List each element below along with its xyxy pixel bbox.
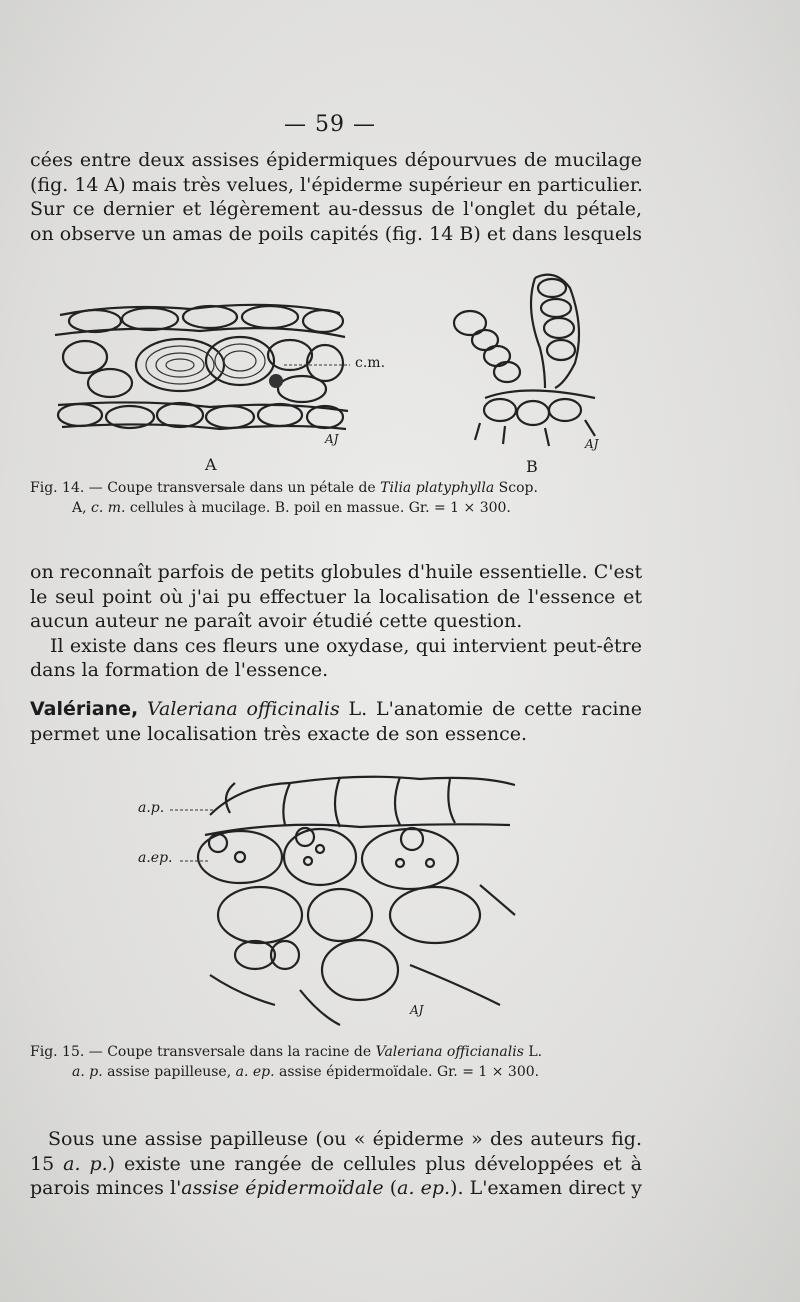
text-line: le seul point où j'ai pu effectuer la localisation de l'essence et xyxy=(30,585,642,608)
caption-part: assise papilleuse, xyxy=(102,1064,236,1080)
text-line: permet une localisation très exacte de son essence. xyxy=(30,722,527,745)
species-name: Valeriana officinalis xyxy=(147,698,340,720)
figure-14a-drawing xyxy=(40,295,370,445)
text-line: Sur ce dernier et légèrement au-dessus de l'onglet du pétale, xyxy=(30,198,642,220)
caption-abbrev: a. p. xyxy=(72,1064,103,1080)
caption-suffix: Scop. xyxy=(494,480,538,496)
text-line: on reconnaît parfois de petits globules d'huile essentielle. C'est xyxy=(30,561,643,583)
paragraph-4 xyxy=(30,1127,642,1201)
caption-species: Valeriana officianalis xyxy=(375,1044,524,1060)
caption-prefix: Fig. 15. — Coupe transversale dans la racine de xyxy=(30,1044,376,1060)
artist-signature: AJ xyxy=(325,432,339,446)
caption-species: Tilia platyphylla xyxy=(380,480,495,496)
panel-label-b: B xyxy=(526,457,538,476)
caption-prefix: Fig. 14. — Coupe transversale dans un pétale de xyxy=(30,480,381,496)
caption-abbrev: c. m. xyxy=(91,500,126,516)
paragraph-1 xyxy=(30,148,642,246)
caption-part: A, xyxy=(72,500,92,516)
artist-signature: AJ xyxy=(410,1003,424,1017)
label-cm: c.m. xyxy=(355,355,386,371)
text-fragment: 15 xyxy=(30,1152,64,1175)
artist-signature: AJ xyxy=(585,437,599,451)
text-fragment: ). L'examen direct y xyxy=(450,1177,642,1199)
caption-suffix: L. xyxy=(523,1044,543,1060)
label-ap: a.p. xyxy=(138,800,165,816)
text-line: Il existe dans ces fleurs une oxydase, qui intervient peut-être xyxy=(50,634,642,657)
figure-15-caption xyxy=(30,1042,630,1082)
text-line: on observe un amas de poils capités (fig. 14 B) et dans lesquels xyxy=(30,222,642,245)
text-line: (fig. 14 A) mais très velues, l'épiderme supérieur en particulier. xyxy=(30,173,643,196)
text-line: dans la formation de l'essence. xyxy=(30,659,329,681)
text-fragment: parois minces l' xyxy=(30,1177,182,1199)
section-heading: Valériane, xyxy=(30,698,139,720)
text-abbrev: a. ep. xyxy=(397,1177,451,1199)
text-emphasis: assise épidermoïdale xyxy=(181,1177,384,1199)
caption-part: cellules à mucilage. B. poil en massue. Gr. = 1 × 300. xyxy=(125,500,511,516)
panel-label-a: A xyxy=(205,455,217,474)
label-aep: a.ep. xyxy=(138,850,173,866)
leader-lines xyxy=(160,805,220,875)
text-fragment: ( xyxy=(383,1177,398,1199)
figure-15-drawing xyxy=(180,765,530,1035)
text-line: aucun auteur ne paraît avoir étudié cette question. xyxy=(30,610,523,632)
caption-abbrev: a. ep. xyxy=(235,1064,275,1080)
text-line: cées entre deux assises épidermiques dépourvues de mucilage xyxy=(30,149,642,171)
page-number: — 59 — xyxy=(284,112,376,137)
text-fragment: ) existe une rangée de cellules plus développées et à xyxy=(107,1152,643,1175)
caption-part: assise épidermoïdale. Gr. = 1 × 300. xyxy=(274,1064,540,1080)
text-fragment: L. L'anatomie de cette racine xyxy=(339,698,642,720)
figure-14b-drawing xyxy=(445,268,615,453)
figure-14-caption xyxy=(30,478,630,518)
text-abbrev: a. p. xyxy=(63,1152,108,1175)
text-line: Sous une assise papilleuse (ou « épiderme » des auteurs fig. xyxy=(48,1128,642,1150)
paragraph-3 xyxy=(30,697,642,746)
paragraph-2 xyxy=(30,560,642,683)
